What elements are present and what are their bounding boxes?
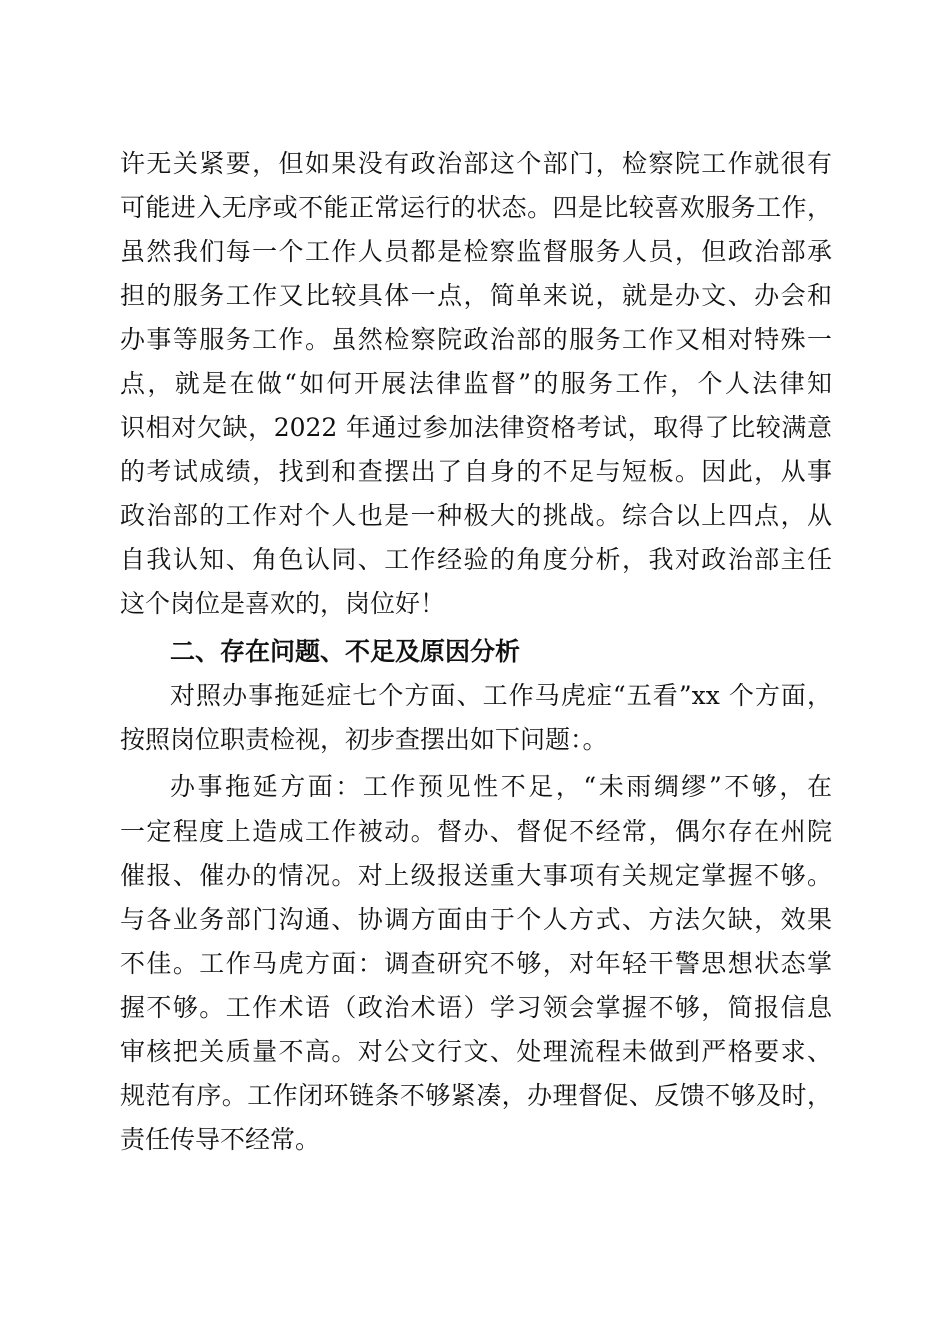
paragraph-line: 担的服务工作又比较具体一点，简单来说，就是办文、办会和 <box>120 281 832 310</box>
paragraph-line: 催报、催办的情况。对上级报送重大事项有关规定掌握不够。 <box>120 861 832 890</box>
paragraph-line: 办事拖延方面：工作预见性不足，“未雨绸缪”不够，在 <box>170 772 832 801</box>
paragraph-line: 的考试成绩，找到和查摆出了自身的不足与短板。因此，从事 <box>120 457 832 486</box>
paragraph-line: 规范有序。工作闭环链条不够紧凑，办理督促、反馈不够及时， <box>120 1081 832 1110</box>
paragraph-line: 对照办事拖延症七个方面、工作马虎症“五看”xx 个方面， <box>170 681 832 710</box>
paragraph-line: 这个岗位是喜欢的，岗位好！ <box>120 589 446 618</box>
paragraph-line: 许无关紧要，但如果没有政治部这个部门，检察院工作就很有 <box>120 149 832 178</box>
paragraph-line: 办事等服务工作。虽然检察院政治部的服务工作又相对特殊一 <box>120 325 832 354</box>
paragraph-line: 握不够。工作术语（政治术语）学习领会掌握不够，简报信息 <box>120 993 832 1022</box>
paragraph-line: 审核把关质量不高。对公文行文、处理流程未做到严格要求、 <box>120 1037 832 1066</box>
paragraph-line: 一定程度上造成工作被动。督办、督促不经常，偶尔存在州院 <box>120 817 832 846</box>
paragraph-line: 责任传导不经常。 <box>120 1125 321 1154</box>
paragraph-line: 虽然我们每一个工作人员都是检察监督服务人员，但政治部承 <box>120 237 832 266</box>
paragraph-line: 政治部的工作对个人也是一种极大的挑战。综合以上四点，从 <box>120 501 832 530</box>
paragraph-line: 与各业务部门沟通、协调方面由于个人方式、方法欠缺，效果 <box>120 905 832 934</box>
paragraph-line: 可能进入无序或不能正常运行的状态。四是比较喜欢服务工作， <box>120 193 832 222</box>
paragraph-line: 识相对欠缺，2022 年通过参加法律资格考试，取得了比较满意 <box>120 413 832 442</box>
section-heading: 二、存在问题、不足及原因分析 <box>170 637 521 666</box>
paragraph-line: 按照岗位职责检视，初步查摆出如下问题：。 <box>120 725 608 754</box>
paragraph-line: 自我认知、角色认同、工作经验的角度分析，我对政治部主任 <box>120 545 832 574</box>
paragraph-line: 点，就是在做“如何开展法律监督”的服务工作，个人法律知 <box>120 369 832 398</box>
paragraph-line: 不佳。工作马虎方面：调查研究不够，对年轻干警思想状态掌 <box>120 949 832 978</box>
